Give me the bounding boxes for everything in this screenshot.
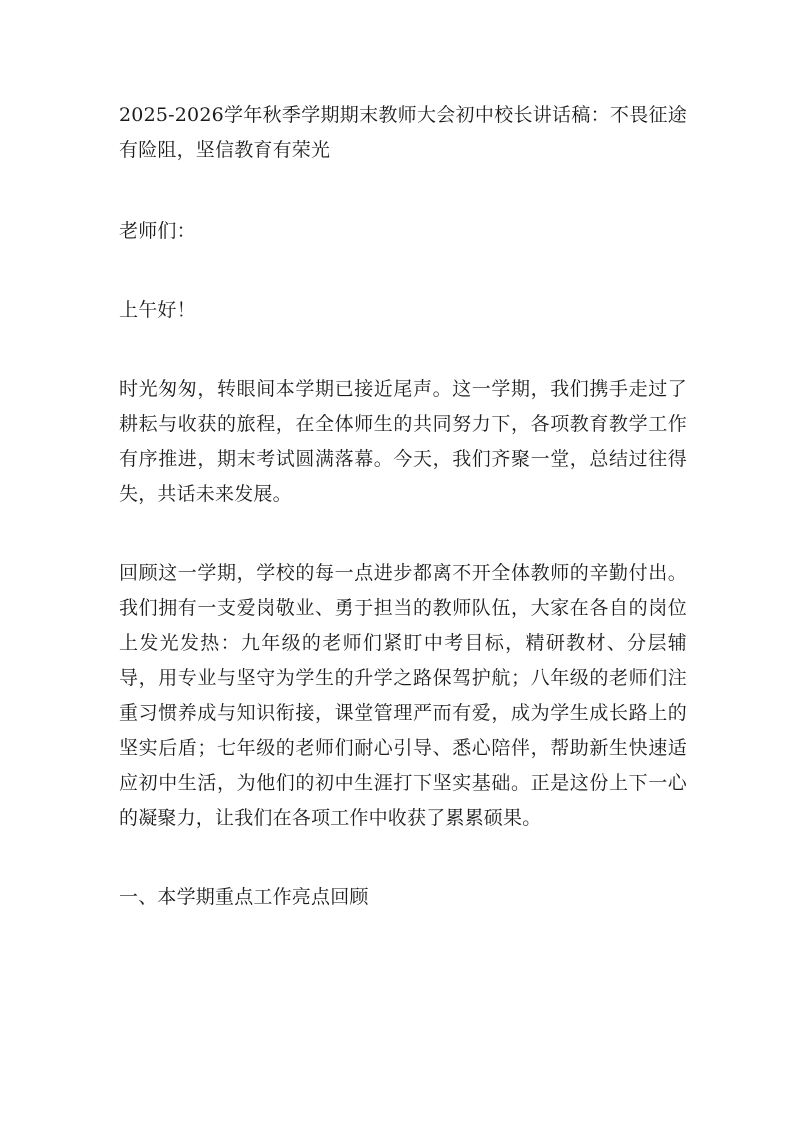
section-heading: 一、本学期重点工作亮点回顾 [119, 886, 369, 908]
paragraph-review: 回顾这一学期，学校的每一点进步都离不开全体教师的辛勤付出。我们拥有一支爱岗敬业、勇于担当的教师队伍，大家在各自的岗位上发光发热：九年级的老师们紧盯中考目标，精研教材、分层辅导，用专业与坚守为学生的升学之路保驾护航；八年级的老师们注重习惯养成与知识衔接，课堂管理严而有爱，成为学生成长路上的坚实后盾；七年级的老师们耐心引导、悉心陪伴，帮助新生快速适应初中生活，为他们的初中生涯打下坚实基础。正是这份上下一心的凝聚力，让我们在各项工作中收获了累累硕果。 [119, 562, 687, 829]
paragraph-intro: 时光匆匆，转眼间本学期已接近尾声。这一学期，我们携手走过了耕耘与收获的旅程，在全体师生的共同努力下，各项教育教学工作有序推进，期末考试圆满落幕。今天，我们齐聚一堂，总结过往得失，共话未来发展。 [119, 378, 687, 505]
greeting: 上午好！ [119, 299, 196, 321]
document-title: 2025-2026学年秋季学期期末教师大会初中校长讲话稿：不畏征途有险阻，坚信教育有荣光 [119, 104, 687, 161]
document-body [119, 98, 687, 915]
salutation: 老师们： [119, 220, 196, 242]
